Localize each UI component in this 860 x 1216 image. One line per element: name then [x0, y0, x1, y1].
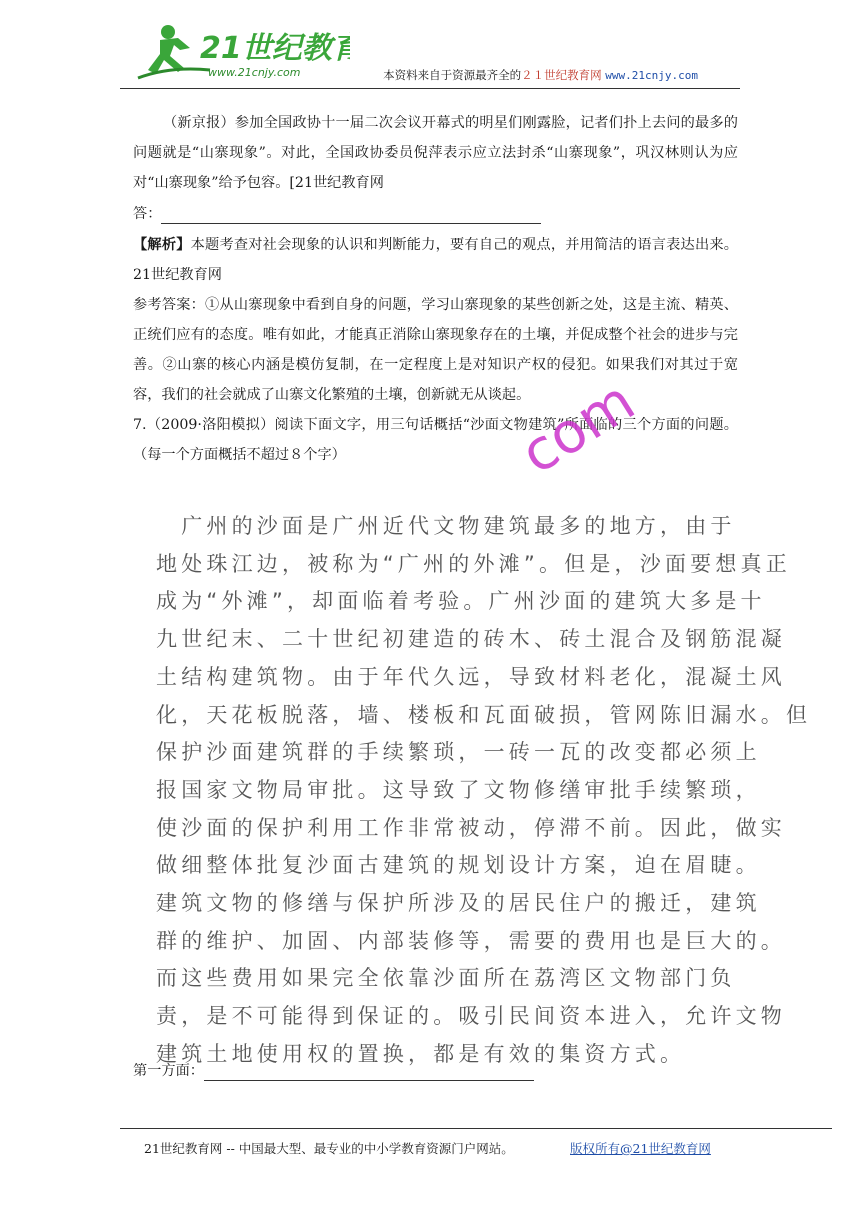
answer-blank[interactable] [161, 205, 541, 224]
first-aspect-blank[interactable] [204, 1062, 534, 1081]
watermark: com [510, 368, 646, 488]
page-header [120, 18, 740, 89]
header-tagline [383, 67, 698, 83]
scan-line: 使沙面的保护利用工作非常被动，停滞不前。因此，做实 [156, 815, 786, 840]
scan-line: 九世纪末、二十世纪初建造的砖木、砖土混合及钢筋混凝 [156, 627, 786, 652]
logo-text: 21世纪教育 [200, 31, 350, 66]
answer-label: 答： [133, 206, 162, 222]
analysis-text: 本题考查对社会现象的认识和判断能力，要有自己的观点，并用简洁的语言表达出来。21世纪教育网 [133, 237, 738, 283]
first-aspect-label: 第一方面： [133, 1063, 204, 1079]
news-paragraph: （新京报）参加全国政协十一届二次会议开幕式的明星们刚露脸，记者们扑上去问的最多的问题就是“山寨现象”。对此，全国政协委员倪萍表示应立法封杀“山寨现象”，巩汉林则认为应对“山寨现象”给予包容。[21世纪教育网 [133, 115, 738, 191]
tagline-url-link[interactable]: www.21cnjy.com [605, 69, 698, 82]
scan-line: 广州的沙面是广州近代文物建筑最多的地方，由于 [156, 514, 736, 538]
tagline-site-name[interactable]: ２１世纪教育网 [521, 68, 602, 82]
analysis-label: 【解析】 [133, 237, 191, 253]
reference-answer: 参考答案：①从山寨现象中看到自身的问题，学习山寨现象的某些创新之处，这是主流、精英、正统们应有的态度。唯有如此，才能真正消除山寨现象存在的土壤，并促成整个社会的进步与完善。②山寨的核心内涵是模仿复制，在一定程度上是对知识产权的侵犯。如果我们对其过于宽容，我们的社会就成了山寨文化繁殖的土壤，创新就无从谈起。 [133, 297, 738, 403]
site-logo [130, 18, 350, 84]
scan-line: 而这些费用如果完全依靠沙面所在荔湾区文物部门负 [156, 966, 736, 991]
answer-line [133, 198, 738, 230]
scanned-passage [156, 508, 812, 1066]
scan-line: 土结构建筑物。由于年代久远，导致材料老化，混凝土风 [156, 664, 786, 689]
scan-line: 保护沙面建筑群的手续繁琐，一砖一瓦的改变都必须上 [156, 740, 761, 765]
scan-line: 做细整体批复沙面古建筑的规划设计方案，迫在眉睫。 [156, 853, 761, 878]
tagline-prefix: 本资料来自于资源最齐全的 [383, 68, 522, 82]
logo-url: www.21cnjy.com [208, 66, 301, 79]
analysis-paragraph [133, 230, 738, 290]
scan-line: 群的维护、加固、内部装修等，需要的费用也是巨大的。 [156, 928, 786, 953]
logo-graphic [130, 18, 350, 84]
scan-line: 建筑文物的修缮与保护所涉及的居民住户的搬迁，建筑 [156, 891, 761, 916]
scan-line: 地处珠江边，被称为“广州的外滩”。但是，沙面要想真正 [156, 551, 791, 576]
question-7: 7.（2009·洛阳模拟）阅读下面文字，用三句话概括“沙面文物建筑”所面临的三个方面的问题。（每一个方面概括不超过８个字） [133, 417, 738, 463]
scan-line: 建筑土地使用权的置换，都是有效的集资方式。 [156, 1041, 686, 1066]
footer-text: 21世纪教育网 -- 中国最大型、最专业的中小学教育资源门户网站。 [144, 1141, 514, 1156]
scan-line: 报国家文物局审批。这导致了文物修缮审批手续繁琐， [156, 777, 761, 802]
first-aspect-line [133, 1060, 534, 1081]
scan-line: 责，是不可能得到保证的。吸引民间资本进入，允许文物 [156, 1004, 786, 1029]
page-footer [120, 1128, 832, 1156]
scan-line: 成为“外滩”，却面临着考验。广州沙面的建筑大多是十 [156, 589, 766, 614]
copyright-link[interactable]: 版权所有@21世纪教育网 [570, 1141, 711, 1156]
scan-line: 化，天花板脱落，墙、楼板和瓦面破损，管网陈旧漏水。但 [156, 702, 812, 727]
